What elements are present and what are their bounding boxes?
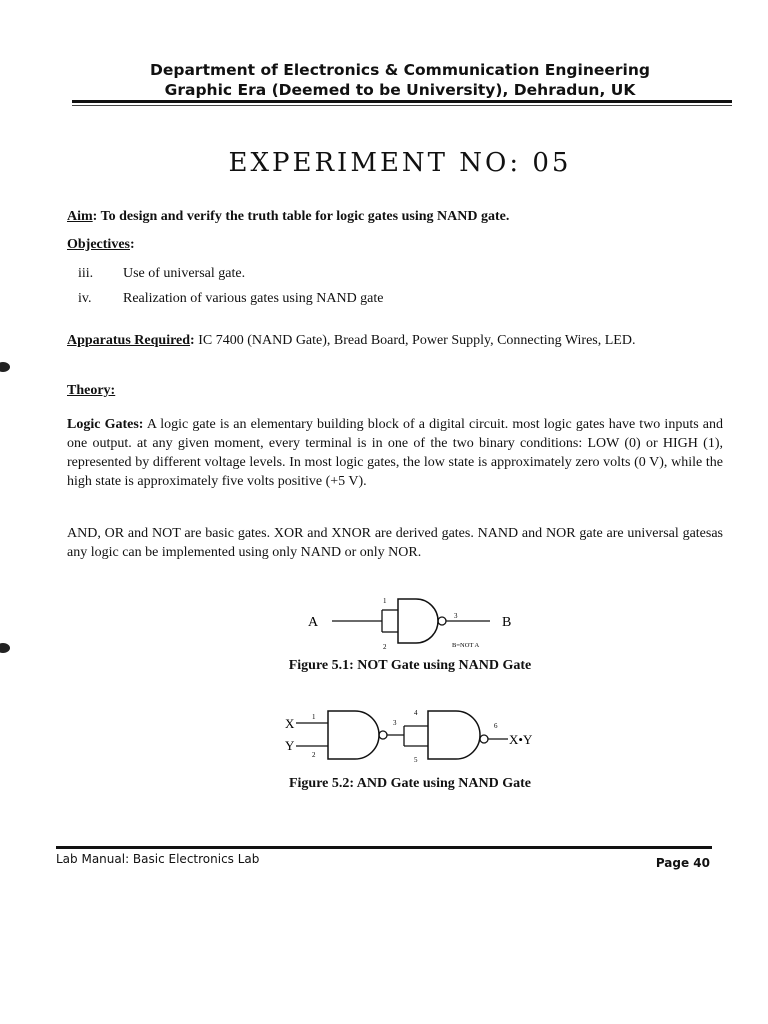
objective-text: Use of universal gate. xyxy=(123,266,246,281)
objective-text: Realization of various gates using NAND gate xyxy=(123,291,384,306)
department-header: Department of Electronics & Communication Engineering xyxy=(150,61,650,79)
objective-number: iv. xyxy=(78,291,92,306)
pin-label: 5 xyxy=(414,756,418,764)
input-a-label: A xyxy=(308,615,319,630)
and-gate-diagram xyxy=(280,706,540,770)
objective-number: iii. xyxy=(78,266,94,281)
input-x-label: X xyxy=(285,716,295,731)
aim-text: To design and verify the truth table for logic gates using NAND gate. xyxy=(100,209,510,224)
theory-paragraph-1 xyxy=(67,415,723,491)
objective-item xyxy=(78,291,678,311)
figure-5-1-caption: Figure 5.1: NOT Gate using NAND Gate xyxy=(288,658,532,673)
apparatus-label: Apparatus Required xyxy=(67,333,191,348)
experiment-title: EXPERIMENT NO: 05 xyxy=(228,148,572,178)
binder-hole-mark xyxy=(0,362,10,372)
not-gate-diagram xyxy=(300,592,530,654)
input-y-label: Y xyxy=(285,738,295,753)
footer-rule xyxy=(56,846,712,849)
theory-text-2: AND, OR and NOT are basic gates. XOR and XNOR are derived gates. NAND and NOR gate are universal gatesas any logic can be implemented using only NAND or only NOR. xyxy=(67,526,723,560)
university-header: Graphic Era (Deemed to be University), Dehradun, UK xyxy=(164,81,636,99)
binder-hole-mark xyxy=(0,643,10,653)
pin-label: 2 xyxy=(312,751,316,759)
output-note: B=NOT A xyxy=(452,642,480,649)
logic-gates-label: Logic Gates: xyxy=(67,417,144,432)
theory-paragraph-2 xyxy=(67,524,723,562)
footer-manual-title: Lab Manual: Basic Electronics Lab xyxy=(56,852,260,866)
pin-label: 1 xyxy=(383,597,387,605)
objective-item xyxy=(78,266,678,286)
theory-label: Theory: xyxy=(67,383,116,398)
theory-heading xyxy=(67,381,723,400)
pin-label: 3 xyxy=(393,719,397,727)
header-rule-thin xyxy=(72,105,732,106)
output-label: X•Y xyxy=(509,732,533,747)
aim-label: Aim xyxy=(67,209,93,224)
footer-page-number: Page 40 xyxy=(655,856,710,870)
pin-label: 2 xyxy=(383,643,387,651)
pin-label: 4 xyxy=(414,709,418,717)
figure-5-2-caption: Figure 5.2: AND Gate using NAND Gate xyxy=(288,776,531,791)
apparatus-text: IC 7400 (NAND Gate), Bread Board, Power Supply, Connecting Wires, LED. xyxy=(198,333,636,348)
objectives-label: Objectives xyxy=(67,237,130,252)
objectives-section: Objectives: xyxy=(67,237,135,252)
apparatus-section: Apparatus Required: IC 7400 (NAND Gate), Bread Board, Power Supply, Connecting Wires, LED. xyxy=(67,333,636,348)
pin-label: 6 xyxy=(494,722,498,730)
theory-text-1: A logic gate is an elementary building block of a digital circuit. most logic gates have two inputs and one output. at any given moment, every terminal is in one of the two binary conditions: LOW (0) or HIGH (1), represented by different voltage levels. In most logic gates, the low state is approximately zero volts (0 V), while the high state is approximately five volts positive (+5 V). xyxy=(67,417,723,489)
header-rule xyxy=(72,100,732,103)
pin-label: 1 xyxy=(312,713,316,721)
output-b-label: B xyxy=(502,615,512,630)
pin-label: 3 xyxy=(454,612,458,620)
aim-section: Aim: To design and verify the truth table for logic gates using NAND gate. xyxy=(67,209,510,224)
